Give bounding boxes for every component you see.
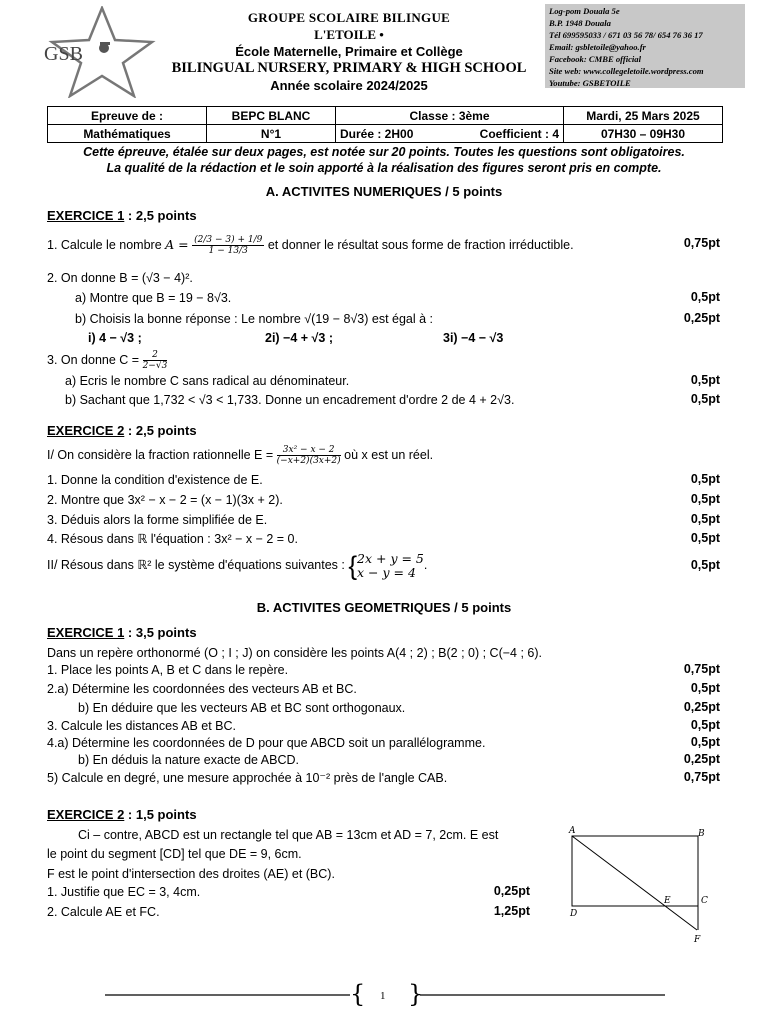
svg-text:}: } [408, 980, 424, 1008]
exercise-title: EXERCICE 1 [47, 208, 125, 223]
contact-line: Email: gsbletoile@yahoo.fr [549, 42, 646, 52]
geo1-item: 3. Calcule les distances AB et BC. [47, 719, 236, 733]
label-b: B [698, 829, 705, 839]
ex2-system: II/ Résous dans ℝ² le système d'équations suivantes : { 2x + y = 5 x − y = 4 . [47, 550, 428, 581]
geo2-q1: 1. Justifie que EC = 3, 4cm. [47, 885, 201, 899]
system-prefix: II/ Résous dans ℝ² le système d'équations suivantes : [47, 558, 345, 572]
ex2-q4: 4. Résous dans ℝ l'équation : 3x² − x − 2 = 0. [47, 532, 298, 546]
ex1-q3b: b) Sachant que 1,732 < √3 < 1,733. Donne un encadrement d'ordre 2 de 4 + 2√3. [65, 393, 515, 407]
contact-line: Log-pom Douala 5e [549, 6, 620, 16]
cell-coef: Coefficient : 4 [444, 125, 563, 143]
geo1-item-points: 0,5pt [690, 735, 720, 749]
geo1-item: 1. Place les points A, B et C dans le repère. [47, 663, 289, 677]
ex2-intro [47, 440, 433, 470]
contact-box [545, 4, 745, 88]
label-c: C [701, 896, 708, 906]
ex1-q2a: a) Montre que B = 19 − 8√3. [75, 291, 232, 305]
ex2-intro-suffix: où x est un réel. [344, 448, 434, 462]
cell-number: N°1 [207, 125, 336, 143]
exercise-1-title [47, 208, 197, 223]
cell-time: 07H30 – 09H30 [564, 125, 723, 143]
cell-epreuve: Epreuve de : [48, 107, 207, 125]
geo1-item: 4.a) Détermine les coordonnées de D pour que ABCD soit un parallélogramme. [47, 736, 486, 750]
geo1-item: 2.a) Détermine les coordonnées des vecteurs AB et BC. [47, 682, 357, 696]
geo2-q2-points: 1,25pt [493, 904, 530, 918]
ex2-q5-points: 0,5pt [690, 558, 720, 572]
section-b-title: B. ACTIVITES GEOMETRIQUES / 5 points [256, 600, 512, 615]
q3-numerator: 2 [143, 350, 168, 361]
cell-bepc: BEPC BLANC [207, 107, 336, 125]
school-name: L'ETOILE • [314, 27, 384, 42]
geo1-item-points: 0,75pt [683, 770, 720, 784]
geo2-line-2: le point du segment [CD] tel que DE = 9, 6cm. [47, 847, 302, 861]
geo1-item: 5) Calcule en degré, une mesure approchée à 10⁻² près de l'angle CAB. [47, 771, 448, 785]
ex2-q1-points: 0,5pt [690, 472, 720, 486]
q3-fraction [143, 350, 168, 371]
equation-2: x − y = 4 [357, 564, 416, 580]
contact-line: Site web: www.collegeletoile.wordpress.com [549, 66, 704, 76]
q1-prefix: 1. Calcule le nombre [47, 238, 162, 252]
exercise-points: : 3,5 points [124, 625, 197, 640]
ex1-q1 [47, 228, 574, 262]
geo1-item: b) En déduis la nature exacte de ABCD. [78, 753, 299, 767]
geo1-item-points: 0,5pt [690, 681, 720, 695]
q1-suffix: et donner le résultat sous forme de fraction irréductible. [267, 238, 574, 252]
e-fraction [277, 445, 341, 466]
school-subtitle-fr: École Maternelle, Primaire et Collège [235, 44, 463, 59]
q3-prefix: 3. On donne C = [47, 353, 140, 367]
cell-date: Mardi, 25 Mars 2025 [564, 107, 723, 125]
contact-line: B.P. 1948 Douala [549, 18, 611, 28]
ex2-q4-points: 0,5pt [690, 531, 720, 545]
choice-2: 2i) −4 + √3 ; [265, 331, 334, 345]
svg-text:{: { [350, 980, 366, 1008]
intro-line-2: La qualité de la rédaction et le soin apporté à la réalisation des figures seront pris en compte. [106, 161, 662, 175]
q1-numerator: (2/3 − 3) + 1/9 [194, 235, 263, 246]
label-a: A [569, 826, 576, 836]
cell-classe: Classe : 3ème [336, 107, 564, 125]
geo1-intro: Dans un repère orthonormé (O ; I ; J) on considère les points A(4 ; 2) ; B(2 ; 0) ; C(−4 ; 6). [47, 646, 543, 660]
ex2-q3: 3. Déduis alors la forme simplifiée de E. [47, 513, 268, 527]
ex2-q2: 2. Montre que 3x² − x − 2 = (x − 1)(3x + 2). [47, 493, 283, 507]
school-logo-star [42, 6, 162, 98]
q1-denominator: 1 − 13/3 [208, 246, 248, 257]
intro-line-1: Cette épreuve, étalée sur deux pages, est notée sur 20 points. Toutes les questions sont obligatoires. [83, 145, 685, 159]
geo1-item-points: 0,5pt [690, 718, 720, 732]
geo-exercise-2-title [47, 807, 197, 822]
geo-exercise-1-title [47, 625, 197, 640]
equation-1: 2x + y = 5 [357, 550, 424, 566]
geo1-item: b) En déduire que les vecteurs AB et BC sont orthogonaux. [78, 701, 406, 715]
q3b-points: 0,5pt [690, 392, 720, 406]
school-year: Année scolaire 2024/2025 [270, 78, 428, 93]
e-denominator: (−x+2)(3x+2) [276, 456, 341, 467]
geo1-item-points: 0,25pt [683, 752, 720, 766]
choice-3: 3i) −4 − √3 [443, 331, 504, 345]
ex1-q2: 2. On donne B = (√3 − 4)². [47, 271, 193, 285]
geo2-line-3: F est le point d'intersection des droites (AE) et (BC). [47, 867, 335, 881]
contact-line: Tél 699595033 / 671 03 56 78/ 654 76 36 17 [549, 30, 703, 40]
page-footer [100, 980, 670, 1010]
geo2-q2: 2. Calcule AE et FC. [47, 905, 160, 919]
cell-duree: Durée : 2H00 [336, 125, 445, 143]
exercise-points: : 1,5 points [124, 807, 197, 822]
choice-1: i) 4 − √3 ; [88, 331, 142, 345]
exercise-title: EXERCICE 2 [47, 423, 125, 438]
geo2-q1-points: 0,25pt [493, 884, 530, 898]
q1-fraction [192, 235, 264, 256]
logo-text: GSB [44, 43, 83, 65]
section-a-title: A. ACTIVITES NUMERIQUES / 5 points [265, 184, 503, 199]
q3a-points: 0,5pt [690, 373, 720, 387]
q2a-points: 0,5pt [690, 290, 720, 304]
q2b-points: 0,25pt [683, 311, 720, 325]
geo1-item-points: 0,75pt [683, 662, 720, 676]
contact-line: Facebook: CMBE official [549, 54, 641, 64]
school-group-name: GROUPE SCOLAIRE BILINGUE [247, 10, 451, 25]
q1-points: 0,75pt [683, 236, 720, 250]
q3-denominator: 2−√3 [142, 361, 168, 372]
label-d: D [570, 909, 578, 919]
exercise-title: EXERCICE 2 [47, 807, 125, 822]
q1-expr: A = [165, 237, 189, 252]
label-f: F [694, 935, 701, 945]
ex1-q3 [47, 348, 167, 372]
e-numerator: 3x² − x − 2 [277, 445, 341, 456]
ex2-q3-points: 0,5pt [690, 512, 720, 526]
rectangle-figure [560, 822, 720, 947]
ex1-q3a: a) Ecris le nombre C sans radical au dénominateur. [65, 374, 350, 388]
page-number: 1 [380, 990, 386, 1002]
geo2-line-1: Ci – contre, ABCD est un rectangle tel que AB = 13cm et AD = 7, 2cm. E est [78, 828, 499, 842]
geo1-item-points: 0,25pt [683, 700, 720, 714]
exercise-points: : 2,5 points [124, 208, 197, 223]
ex2-intro-prefix: I/ On considère la fraction rationnelle E = [47, 448, 274, 462]
exercise-2-title [47, 423, 197, 438]
ex2-q2-points: 0,5pt [690, 492, 720, 506]
system-equations [357, 552, 424, 580]
ex1-q2b: b) Choisis la bonne réponse : Le nombre √(19 − 8√3) est égal à : [75, 312, 434, 326]
school-subtitle-en: BILINGUAL NURSERY, PRIMARY & HIGH SCHOOL [171, 60, 527, 76]
cell-subject: Mathématiques [48, 125, 207, 143]
ex2-q1: 1. Donne la condition d'existence de E. [47, 473, 263, 487]
exercise-title: EXERCICE 1 [47, 625, 125, 640]
contact-line: Youtube: GSBETOILE [549, 78, 631, 88]
exercise-points: : 2,5 points [124, 423, 197, 438]
exam-info-table [47, 106, 723, 143]
label-e: E [664, 896, 671, 906]
